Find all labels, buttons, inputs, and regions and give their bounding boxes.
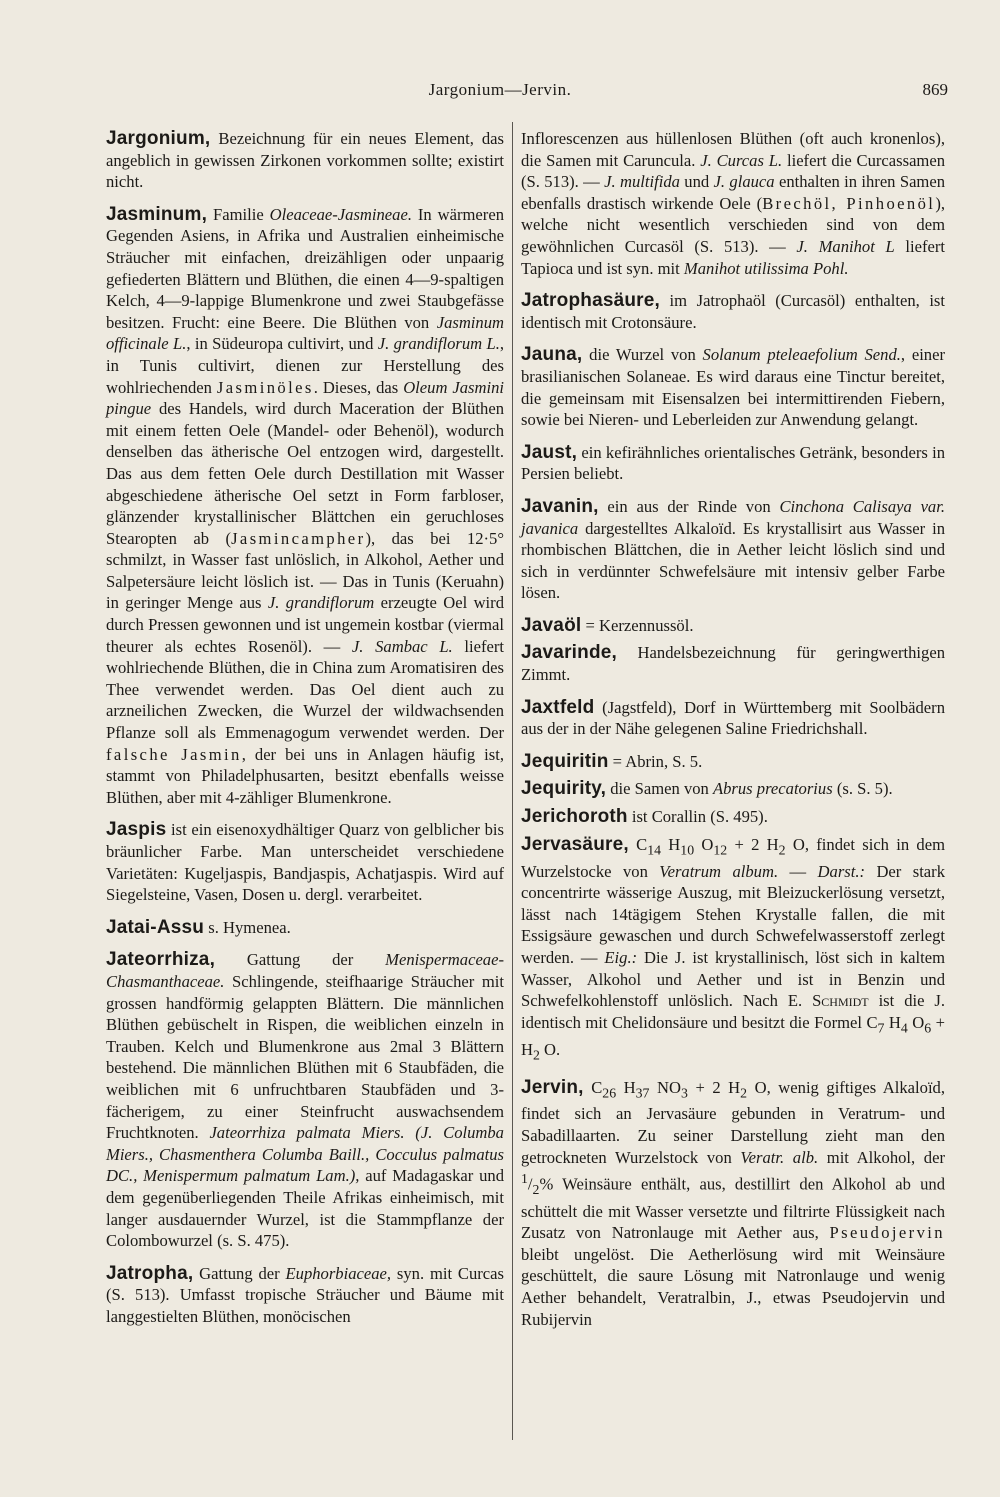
entry-text: ein aus der Rinde von	[598, 496, 780, 516]
entry-text: ein kefirähnliches orientalisches Getränk, besonders in Persien beliebt.	[521, 442, 945, 484]
headword: Jatrophasäure,	[521, 290, 661, 312]
column-divider	[512, 122, 513, 1440]
left-column	[106, 128, 504, 1338]
entry-jatropha	[106, 1263, 504, 1328]
spaced-term: Pseudojervin	[829, 1223, 945, 1243]
entry-jaxtfeld	[521, 697, 945, 740]
formula-subscript: 2	[778, 841, 786, 857]
formula-subscript: 10	[680, 841, 695, 857]
entry-text: des Handels, wird durch Maceration der Blüthen mit einem fetten Oele (Mandel- oder Behenöl), wodurch denselben das ätherische Oel entzogen wird, dargestellt. Das aus dem fetten Oele durch Destillation mit Wasser abgeschiedene ätherische Oel setzt in Form farbloser, glänzender krystallinischer Blättchen ein geruchloses Stearopten ab (	[106, 399, 504, 548]
entry-jateorrhiza	[106, 949, 504, 1251]
formula-subscript: 3	[680, 1084, 688, 1100]
entry-text: erzeugte Oel wird durch Pressen gewonnen und ist ungemein kostbar (viermal theurer als echtes Rosenöl). —	[106, 593, 504, 656]
spaced-term: Jasmincampher	[231, 528, 366, 548]
entry-text: In wärmeren Gegenden Asiens, in Afrika und Australien einheimische Sträucher mit einfachen, dreizähligen oder unpaarig gefiederten Blättern und Blüthen, die einen 4—9-spaltigen Kelch, 4—9-lappige Blumenkrone und zwei Staubgefässe besitzen. Frucht: eine Beere. Die Blüthen von	[106, 204, 504, 332]
entry-text: O.	[539, 1039, 561, 1059]
italic-term: Oleum Jasmini pingue	[106, 377, 504, 419]
formula-subscript: 37	[635, 1084, 650, 1100]
entry-text: bleibt ungelöst. Die Aetherlösung wird mit Weinsäure geschüttelt, die saure Lösung mit Natronlauge und wenig Aether behandelt, Veratralbin, J., etwas Pseudojervin und Rubijervin	[521, 1244, 945, 1329]
entry-text: auf Madagaskar und dem gegenüberliegenden Theile Afrikas einheimisch, mit langer ausdauernder Wurzel, ist die Stammpflanze der Colombowurzel (s. S. 475).	[106, 1166, 504, 1251]
italic-taxon: Menispermaceae-Chasmanthaceae.	[106, 950, 504, 991]
headword: Jargonium,	[106, 128, 211, 149]
entry-text: liefert die Curcassamen (S. 513). —	[521, 150, 945, 192]
entry-text: Schlingende, steifhaarige Sträucher mit grossen handförmig gelappten Blättern. Die männlichen Blüthen gebüschelt in Rispen, die weiblichen einzeln in Trauben. Kelch und Blumenkrone aus 2mal 3 Blättern bestehend. Die männlichen Blüthen mit 6 Staubfäden, die weiblichen mit 6 unfruchtbaren Staubfäden und 3-fächerigem, zu einer Steinfrucht auswachsendem Fruchtknoten.	[106, 971, 504, 1143]
entry-text: ist Corallin (S. 495).	[627, 807, 768, 827]
italic-taxon: Manihot utilissima Pohl.	[683, 258, 849, 278]
headword: Jatai-Assu	[106, 916, 205, 938]
entry-text: (s. S. 5).	[832, 779, 893, 799]
formula-subscript: 2	[532, 1046, 540, 1062]
entry-text: liefert wohlriechende Blüthen, die in China zum Aromatisiren des Thee verwendet werden. Das Oel dient auch zu arzneilichen Zwecken, die Wurzel der wildwachsenden Pflanze soll als Emmenagogum verwendet werden. Der	[106, 636, 504, 743]
headword: Jatropha,	[106, 1262, 194, 1284]
headword: Jateorrhiza,	[106, 949, 216, 971]
italic-taxon: Veratrum album.	[659, 861, 779, 881]
italic-section-label: Eig.:	[604, 947, 638, 967]
entry-text: enthalten in ihren Samen ebenfalls drastisch wirkende Oele (	[521, 172, 946, 213]
entry-text: ist ein eisenoxydhältiger Quarz von gelblicher bis bräunlicher Farbe. Man unterscheidet verschiedene Varietäten: Kugeljaspis, Bandjaspis, Achatjaspis. Wird auf Siegelsteine, Vasen, Dosen u. dergl. verarbeitet.	[106, 820, 504, 905]
headword: Jasminum,	[106, 203, 208, 225]
entry-jauna	[521, 344, 945, 430]
entry-text: Handelsbezeichnung für geringwerthigen Zimmt.	[521, 643, 945, 685]
entry-text: s. Hymenea.	[204, 917, 291, 937]
entry-jaspis	[106, 819, 504, 905]
entry-text: und	[679, 172, 714, 192]
italic-taxon: Cinchona Calisaya var. javanica	[521, 496, 945, 538]
formula-subscript: 7	[877, 1020, 885, 1035]
spaced-term: Jasminöles	[216, 377, 314, 397]
entry-text: O	[907, 1012, 925, 1032]
entry-jervasaeure	[521, 834, 945, 1066]
author-name: E. Schmidt	[787, 991, 869, 1011]
headword: Jaust,	[521, 441, 578, 463]
entry-text: Gattung der	[193, 1263, 286, 1283]
formula-part: H	[661, 834, 681, 854]
entry-jequiritin	[521, 751, 945, 773]
italic-taxon: Solanum pteleaefolium Send.	[702, 345, 901, 365]
formula-subscript: 6	[924, 1020, 932, 1035]
entry-javanin	[521, 496, 945, 604]
entry-jargonium	[106, 128, 504, 193]
formula-subscript: 4	[900, 1020, 908, 1035]
entry-jatrophasaeure	[521, 290, 945, 333]
formula-part: + 2 H	[727, 834, 779, 854]
entry-text: , der bei uns in Anlagen häufig ist, stammt von Philadelphusarten, besitzt ebenfalls weisse Blüthen, aber mit 4-zähliger Blumenkrone.	[106, 744, 504, 807]
headword: Javaöl	[521, 614, 582, 636]
entry-text: findet sich in dem Wurzelstocke von	[521, 834, 945, 881]
headword: Jervasäure,	[521, 833, 629, 855]
entry-text: = Kerzennussöl.	[581, 615, 694, 635]
formula-subscript: 14	[647, 841, 662, 857]
formula-part: C	[628, 834, 648, 854]
entry-text: . Dieses, das	[313, 377, 404, 397]
page-number: 869	[922, 80, 948, 99]
headword: Jequirity,	[521, 778, 607, 800]
entry-jaust	[521, 442, 945, 485]
fraction-numerator: 1	[521, 1171, 528, 1187]
formula-part: + 2 H	[687, 1077, 741, 1097]
formula-subscript: 26	[602, 1084, 617, 1100]
italic-taxon: Jasminum officinale L.	[106, 312, 504, 354]
running-title: Jargonium—Jervin.	[428, 80, 572, 99]
italic-taxon: J. grandiflorum L.	[377, 334, 500, 354]
entry-text: dargestelltes Alkaloïd. Es krystallisirt aus Wasser in rhombischen Blättchen, die in Aether leicht löslich sind und sich in verdünnter Schwefelsäure mit intensiv gelber Farbe lösen.	[521, 518, 945, 603]
entry-text: Inflorescenzen aus hüllenlosen Blüthen (oft auch kronenlos), die Samen mit Caruncula.	[521, 129, 945, 170]
entry-jequirity	[521, 778, 945, 800]
entry-text: ), das bei 12·5° schmilzt, in Wasser fast unlöslich, in Alkohol, Aether und Salpetersäure leicht löslich ist. — Das in Tunis (Keruahn) in geringer Menge aus	[106, 528, 504, 613]
formula-part: C	[583, 1077, 603, 1097]
formula-part: H	[616, 1077, 636, 1097]
formula-subscript: 2	[740, 1084, 748, 1100]
entry-jatropha-continued	[521, 128, 945, 279]
headword: Jaxtfeld	[521, 696, 595, 718]
entry-text: , in Tunis cultivirt, dienen zur Herstellung des wohlriechenden	[106, 334, 505, 397]
italic-taxon: J. glauca	[713, 172, 775, 192]
entry-text: Gattung der	[215, 950, 386, 970]
formula-subscript: 12	[713, 841, 728, 857]
italic-taxon: Oleaceae-Jasmineae.	[269, 204, 412, 224]
italic-section-label: Darst.:	[817, 861, 866, 881]
entry-text: ), welche nicht wesentlich verschieden sind von dem gewöhnlichen Curcasöl (S. 513). —	[521, 193, 945, 256]
entry-text: Der stark concentrirte wässerige Auszug, mit Bleizuckerlösung versetzt, lässt nach 14tägigem Stehen Krystalle fallen, die mit Essigsäure gewaschen und durch Schwefelwasserstoff zerlegt werden. —	[521, 861, 945, 967]
formula-part: O,	[747, 1077, 771, 1097]
spaced-term: Brechöl, Pinhoenöl	[762, 193, 936, 213]
entry-text: Familie	[207, 204, 270, 224]
italic-taxon: J. Curcas L.	[700, 150, 783, 170]
entry-jervin	[521, 1077, 945, 1331]
italic-taxon: Jateorrhiza palmata Miers. (J. Columba Miers., Chasmenthera Columba Baill., Cocculus palmatus DC., Menispermum palmatum Lam.),	[106, 1123, 504, 1186]
entry-text: = Abrin, S. 5.	[608, 751, 703, 771]
entry-javaoel	[521, 615, 945, 637]
formula-part: O,	[785, 834, 809, 854]
formula-part: O	[694, 834, 714, 854]
entry-text: im Jatrophaöl (Curcasöl) enthalten, ist identisch mit Crotonsäure.	[521, 291, 945, 332]
headword: Javanin,	[521, 495, 599, 517]
formula-part: NO	[649, 1077, 681, 1097]
entry-text: die Wurzel von	[582, 345, 703, 365]
entry-jatai-assu	[106, 917, 504, 939]
italic-taxon: J. multifida	[604, 172, 680, 192]
entry-jerichoroth	[521, 806, 945, 828]
headword: Jequiritin	[521, 750, 609, 772]
italic-taxon: Euphorbiaceae,	[285, 1263, 392, 1283]
headword: Jaspis	[106, 819, 167, 841]
entry-text: syn. mit Curcas (S. 513). Umfasst tropische Sträucher und Bäume mit langgestielten Blüthen, monöcischen	[106, 1263, 504, 1326]
headword: Jauna,	[521, 344, 583, 366]
entry-text: % Weinsäure enthält, aus, destillirt den Alkohol ab und schüttelt die mit Wasser versetzte und filtrirte Flüssigkeit nach Zusatz von Natronlauge mit Aether aus,	[521, 1174, 945, 1243]
italic-taxon: J. Manihot L	[796, 236, 895, 256]
entry-text: , einer brasilianischen Solaneae. Es wird daraus eine Tinctur bereitet, die gemeinsam mit Eisensalzen bei intermittirenden Fiebern, sowie bei Nieren- und Leberleiden zur Anwendung gelangt.	[521, 345, 945, 430]
headword: Jervin,	[521, 1076, 584, 1098]
italic-taxon: Veratr. alb.	[740, 1147, 819, 1167]
entry-text: (Jagstfeld), Dorf in Württemberg mit Soolbädern aus der in der Nähe gelegenen Saline Friedrichshall.	[521, 697, 945, 739]
italic-taxon: J. Sambac L.	[351, 636, 453, 656]
entry-text: die Samen von	[606, 779, 713, 799]
fraction-slash: /	[527, 1174, 533, 1194]
entry-text: liefert Tapioca und ist syn. mit	[521, 236, 945, 278]
running-header	[0, 80, 1000, 110]
fraction-denominator: 2	[532, 1182, 540, 1198]
entry-text: ist die J. identisch mit Chelidonsäure und besitzt die Formel C	[521, 991, 946, 1032]
entry-text: Bezeichnung für ein neues Element, das angeblich in gewissen Zirkonen vorkommen sollte; existirt nicht.	[106, 129, 504, 192]
entry-text: + H	[521, 1012, 945, 1059]
entry-text: H	[884, 1012, 901, 1032]
italic-taxon: Abrus precatorius	[712, 779, 833, 799]
entry-text: wenig giftiges Alkaloïd, findet sich an Jervasäure gebunden in Veratrum- und Sabadillaarten. Zu seiner Darstellung zieht man den getrockneten Wurzelstock von	[521, 1077, 946, 1167]
entry-text: —	[778, 861, 818, 881]
entry-text: mit Alkohol, der	[818, 1147, 945, 1167]
italic-taxon: J. grandiflorum	[267, 593, 375, 613]
entry-javarinde	[521, 642, 945, 685]
entry-text: , in Südeuropa cultivirt, und	[186, 334, 378, 354]
headword: Javarinde,	[521, 642, 617, 664]
headword: Jerichoroth	[521, 806, 628, 828]
right-column	[521, 128, 945, 1341]
spaced-term: falsche Jasmin	[106, 744, 242, 764]
entry-text: Die J. ist krystallinisch, löst sich in kaltem Wasser, Alkohol und Aether und ist in Benzin und Schwefelkohlenstoff unlöslich. Nach	[521, 947, 945, 1011]
entry-jasminum	[106, 204, 504, 809]
